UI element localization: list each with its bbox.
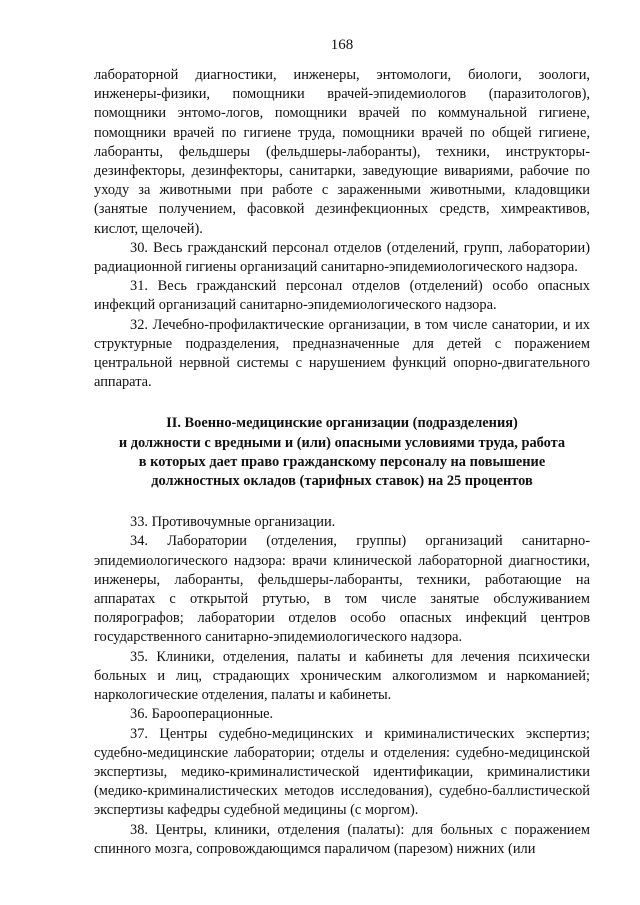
section-heading-line-4: должностных окладов (тарифных ставок) на 25 процентов: [151, 473, 533, 490]
paragraph-item-33: 33. Противочумные организации.: [130, 514, 336, 531]
paragraph-continuation: лабораторной диагностики, инженеры, энтомологи, биологи, зоологи, инженеры-физики, помощники врачей-эпидемиологов (паразитологов), помощники энтомо-логов, помощники врачей по коммунальной гигиене, помощники врачей по гигиене труда, помощники врачей по общей гигиене, лаборанты, фельдшеры (фельдшеры-лаборанты), техники, инструкторы-дезинфекторы, дезинфекторы, санитарки, заведующие вивариями, рабочие по уходу за животными при работе с зараженными животными, кладовщики (занятые получением, фасовкой дезинфекционных средств, химреактивов, кислот, щелочей).: [94, 67, 590, 237]
paragraph-item-36: 36. Барооперационные.: [130, 706, 274, 723]
section-heading: [94, 414, 590, 491]
paragraph-item-38: 38. Центры, клиники, отделения (палаты): для больных с поражением спинного мозга, сопровождающимся параличом (парезом) нижних (или: [94, 821, 590, 857]
paragraph-item-31: 31. Весь гражданский персонал отделов (отделений) особо опасных инфекций организаций санитарно-эпидемиологического надзора.: [94, 278, 590, 314]
section-heading-line-3: в которых дает право гражданскому персоналу на повышение: [138, 453, 546, 470]
section-heading-line-1: II. Военно-медицинские организации (подразделения): [166, 415, 518, 432]
paragraph-item-32: 32. Лечебно-профилактические организации, в том числе санатории, и их структурные подразделения, предназначенные для детей с поражением центральной нервной системы с нарушением функций опорно-двигательного аппарата.: [94, 316, 590, 391]
section-heading-line-2: и должности с вредными и (или) опасными условиями труда, работа: [118, 434, 566, 451]
page-number: 168: [330, 37, 354, 53]
paragraph-item-37: 37. Центры судебно-медицинских и криминалистических экспертиз; судебно-медицинские лаборатории; отделы и отделения: судебно-медицинской экспертизы, медико-криминалистической идентификации, криминалистики (медико-криминалистических методов исследования), судебно-баллистической экспертизы кафедры судебной медицины (с моргом).: [94, 725, 590, 819]
paragraph-item-30: 30. Весь гражданский персонал отделов (отделений, групп, лаборатории) радиационной гигиены организаций санитарно-эпидемиологического надзора.: [94, 239, 590, 276]
paragraph-item-35: 35. Клиники, отделения, палаты и кабинеты для лечения психически больных и лиц, страдающих хроническим алкоголизмом и наркоманией; наркологические отделения, палаты и кабинеты.: [94, 648, 590, 704]
paragraph-item-34: 34. Лаборатории (отделения, группы) организаций санитарно-эпидемиологического надзора: врачи клинической лабораторной диагностики, инженеры, лаборанты, фельдшеры-лаборанты, техники, работающие на аппаратах с открытой ртутью, в том числе занятые обслуживанием полярографов; лаборатории отделов особо опасных инфекций центров государственного санитарно-эпидемиологического надзора.: [94, 533, 590, 646]
document-body: [94, 66, 590, 859]
